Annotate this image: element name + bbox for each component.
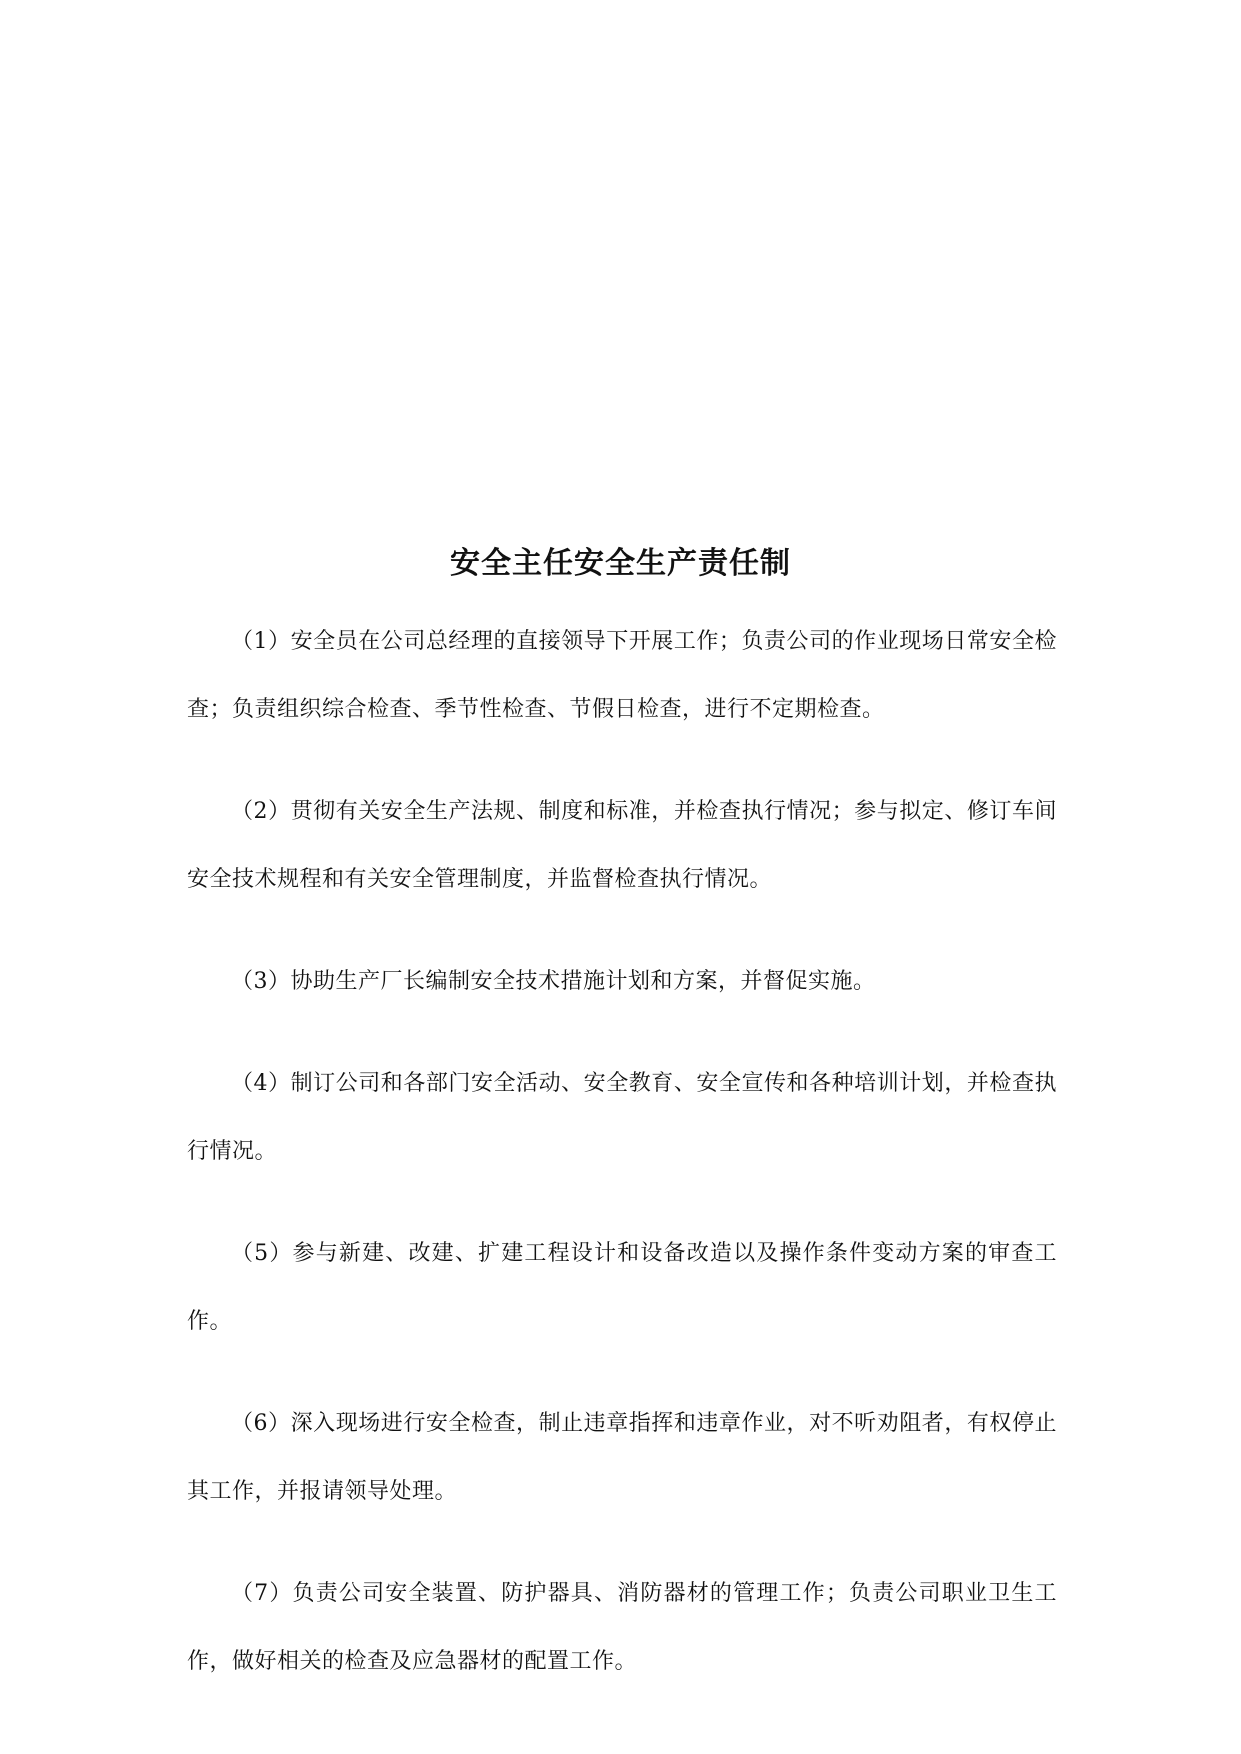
paragraph-1: （1）安全员在公司总经理的直接领导下开展工作；负责公司的作业现场日常安全检查；负责组织综合检查、季节性检查、节假日检查，进行不定期检查。 [187, 629, 1057, 722]
paragraph-4: （4）制订公司和各部门安全活动、安全教育、安全宣传和各种培训计划，并检查执行情况。 [187, 1071, 1057, 1164]
document-title: 安全主任安全生产责任制 [450, 546, 791, 581]
paragraph-3: （3）协助生产厂长编制安全技术措施计划和方案，并督促实施。 [231, 969, 876, 994]
document-body [187, 608, 1057, 1730]
paragraph-2: （2）贯彻有关安全生产法规、制度和标准，并检查执行情况；参与拟定、修订车间安全技术规程和有关安全管理制度，并监督检查执行情况。 [187, 799, 1057, 892]
paragraph-5: （5）参与新建、改建、扩建工程设计和设备改造以及操作条件变动方案的审查工作。 [187, 1241, 1057, 1334]
paragraph-6: （6）深入现场进行安全检查，制止违章指挥和违章作业，对不听劝阻者，有权停止其工作，并报请领导处理。 [187, 1411, 1057, 1504]
paragraph-7: （7）负责公司安全装置、防护器具、消防器材的管理工作；负责公司职业卫生工作，做好相关的检查及应急器材的配置工作。 [187, 1581, 1057, 1674]
